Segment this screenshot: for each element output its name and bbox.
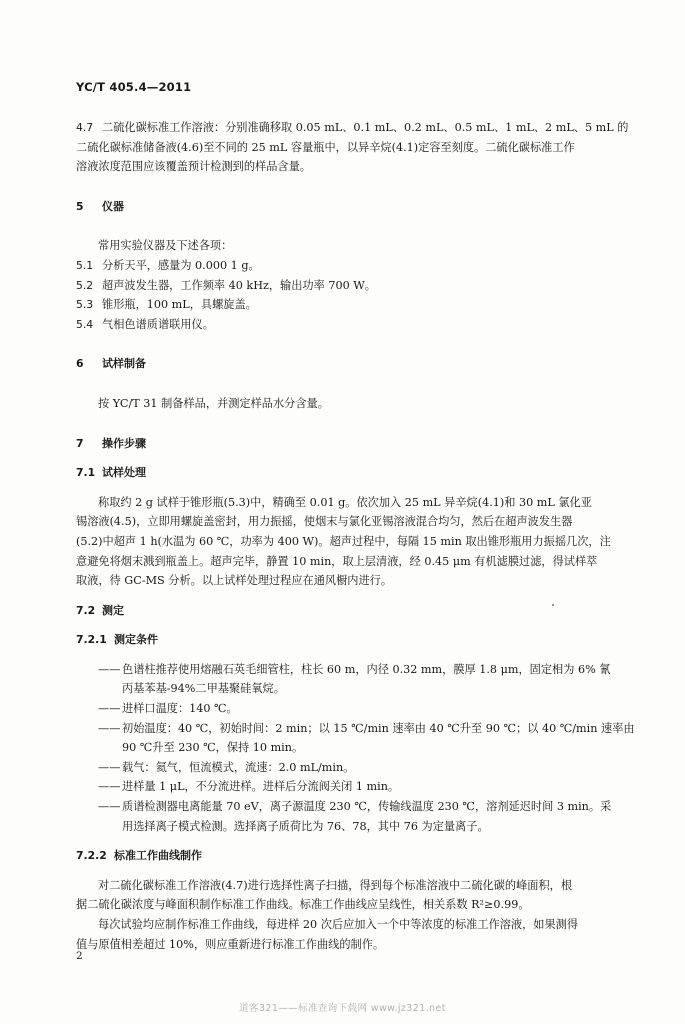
condition-text-line: 进样口温度：140 ℃。 (122, 702, 238, 716)
scan-speck (552, 604, 554, 606)
clause-text-line: 取液，待 GC-MS 分析。以上试样处理过程应在通风橱内进行。 (76, 574, 393, 588)
clause-number: 5.1 (76, 258, 94, 272)
dash-marker: —— (98, 721, 121, 735)
clause-text-line: 意避免将烟末溅到瓶盖上。超声完毕，静置 10 min，取上层清液，经 0.45 μm 有机滤膜过滤，得试样萃 (76, 554, 598, 568)
condition-text-line: 载气：氦气，恒流模式，流速：2.0 mL/min。 (122, 760, 355, 774)
section-intro: 常用实验仪器及下述各项： (98, 239, 233, 253)
clause-number: 5.2 (76, 278, 94, 292)
condition-item (76, 758, 636, 778)
clause-7-2-1-heading (76, 630, 636, 650)
clause-number: 5.3 (76, 298, 94, 312)
clause-5-2 (76, 276, 636, 296)
clause-number: 7.2.1 (76, 633, 107, 647)
clause-text-line: 溶液浓度范围应该覆盖预计检测到的样品含量。 (76, 160, 311, 174)
clause-text-line: (5.2)中超声 1 h(水温为 60 ℃，功率为 400 W)。超声过程中，每隔 15 min 取出锥形瓶用力振摇几次，注 (76, 534, 611, 548)
section-6-heading (76, 354, 636, 374)
section-number: 6 (76, 357, 84, 371)
clause-title: 试样处理 (102, 466, 146, 480)
clause-title: 测定条件 (114, 633, 158, 647)
watermark-text: 道客321——标准查询下载网 www.jz321.net (239, 1003, 446, 1014)
clause-text-line: 二硫化碳标准储备液(4.6)至不同的 25 mL 容量瓶中，以异辛烷(4.1)定容至刻度。二硫化碳标准工作 (76, 140, 575, 154)
paragraph-line: 对二硫化碳标准工作溶液(4.7)进行选择性离子扫描，得到每个标准溶液中二硫化碳的峰面积，根 (98, 878, 573, 892)
condition-text-line: 丙基苯基-94%二甲基聚硅氧烷。 (122, 682, 285, 696)
clause-number: 5.4 (76, 317, 94, 331)
clause-text: 分析天平，感量为 0.000 1 g。 (102, 258, 260, 272)
clause-7-2-2-heading (76, 846, 636, 866)
clause-4-7 (76, 118, 636, 138)
clause-number: 7.2 (76, 603, 96, 617)
condition-text-line: 进样量 1 μL，不分流进样。进样后分流阀关闭 1 min。 (122, 780, 400, 794)
section-text: 按 YC/T 31 制备样品，并测定样品水分含量。 (98, 396, 329, 410)
dash-marker: —— (98, 780, 121, 794)
clause-5-3 (76, 295, 636, 315)
section-7-heading (76, 434, 636, 454)
clause-title: 标准工作曲线制作 (114, 849, 202, 863)
dash-marker: —— (98, 760, 121, 774)
condition-item (76, 777, 636, 797)
paragraph-line: 据二硫化碳浓度与峰面积制作标准工作曲线。标准工作曲线应呈线性，相关系数 R²≥0.99。 (76, 898, 530, 912)
clause-text-line: 称取约 2 g 试样于锥形瓶(5.3)中，精确至 0.01 g。依次加入 25 mL 异辛烷(4.1)和 30 mL 氯化亚 (98, 495, 592, 509)
clause-5-1 (76, 256, 636, 276)
clause-number: 4.7 (76, 121, 94, 134)
condition-item (76, 699, 636, 719)
paragraph-line: 值与原值相差超过 10%，则应重新进行标准工作曲线的制作。 (76, 937, 385, 951)
section-number: 7 (76, 436, 84, 450)
document-body (76, 118, 636, 954)
clause-text-line: 二硫化碳标准工作溶液：分别准确移取 0.05 mL、0.1 mL、0.2 mL、0.5 mL、1 mL、2 mL、5 mL 的 (102, 121, 629, 134)
clause-number: 7.1 (76, 466, 96, 480)
clause-text-line: 锡溶液(4.5)，立即用螺旋盖密封，用力振摇，使烟末与氯化亚锡溶液混合均匀，然后在超声波发生器 (76, 515, 573, 529)
clause-5-4 (76, 315, 636, 335)
condition-item (76, 719, 636, 758)
section-5-heading (76, 197, 636, 217)
section-title: 操作步骤 (102, 436, 146, 450)
clause-title: 测定 (102, 603, 124, 617)
clause-text: 超声波发生器，工作频率 40 kHz，输出功率 700 W。 (102, 278, 376, 292)
condition-item (76, 660, 636, 699)
paragraph-line: 每次试验均应制作标准工作曲线，每进样 20 次后应加入一个中等浓度的标准工作溶液，如果测得 (98, 918, 579, 931)
dash-marker: —— (98, 662, 121, 676)
standard-code-header: YC/T 405.4—2011 (76, 80, 192, 94)
dash-marker: —— (98, 702, 121, 716)
clause-number: 7.2.2 (76, 849, 107, 863)
section-number: 5 (76, 199, 84, 213)
dash-marker: —— (98, 800, 121, 814)
clause-text: 气相色谱质谱联用仪。 (102, 317, 214, 331)
clause-text: 锥形瓶，100 mL，具螺旋盖。 (102, 298, 257, 312)
section-title: 仪器 (102, 199, 124, 213)
condition-text-line: 90 ℃升至 230 ℃，保持 10 min。 (122, 741, 304, 755)
condition-text-line: 初始温度：40 ℃，初始时间：2 min；以 15 ℃/min 速率由 40 ℃升至 90 ℃；以 40 ℃/min 速率由 (122, 721, 635, 735)
clause-7-1-heading (76, 463, 636, 483)
condition-item (76, 797, 636, 836)
page-number: 2 (76, 950, 83, 962)
condition-text-line: 色谱柱推荐使用熔融石英毛细管柱，柱长 60 m，内径 0.32 mm，膜厚 1.8 μm，固定相为 6% 氰 (122, 662, 611, 676)
condition-text-line: 用选择离子模式检测。选择离子质荷比为 76、78，其中 76 为定量离子。 (122, 819, 489, 833)
condition-text-line: 质谱检测器电离能量 70 eV，离子源温度 230 ℃，传输线温度 230 ℃，溶剂延迟时间 3 min。采 (122, 800, 612, 814)
section-title: 试样制备 (102, 357, 146, 371)
